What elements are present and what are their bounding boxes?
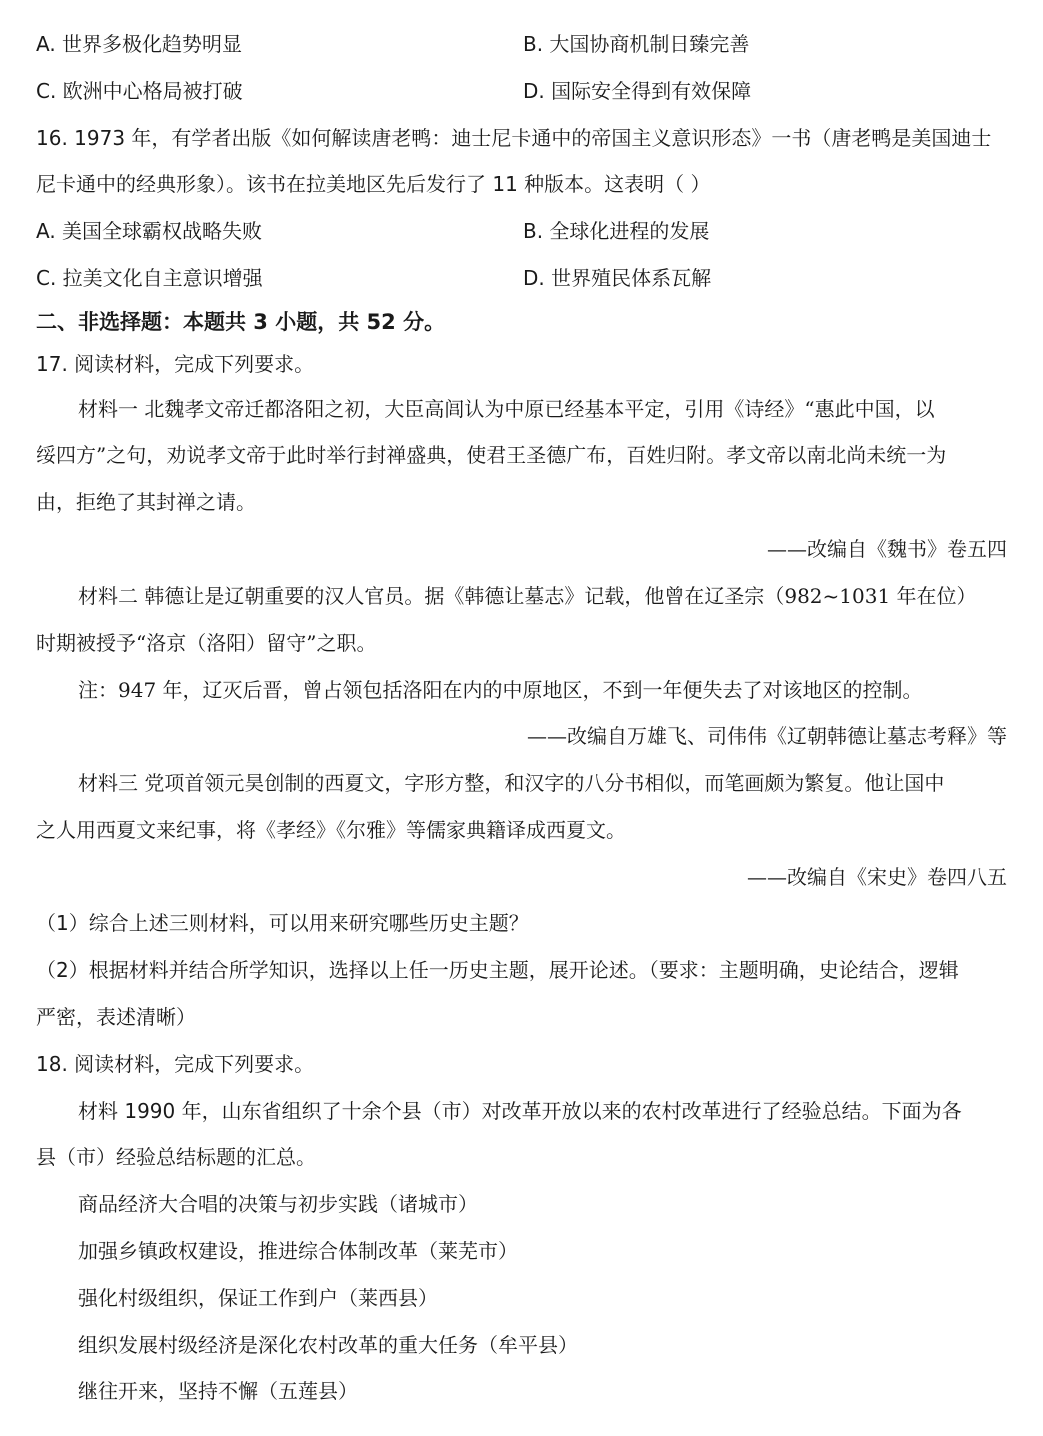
q17-material-1-line-1: 材料一 北魏孝文帝迁都洛阳之初，大臣高闾认为中原已经基本平定，引用《诗经》“惠此中国，以 xyxy=(78,397,935,421)
q18-title-item: 强化村级组织，保证工作到户（莱西县） xyxy=(78,1286,438,1310)
q17-sub-question-2-line-2: 严密，表述清晰） xyxy=(36,1005,196,1029)
q17-stem: 17. 阅读材料，完成下列要求。 xyxy=(36,352,315,376)
q17-material-2-line-2: 时期被授予“洛京（洛阳）留守”之职。 xyxy=(36,631,377,655)
q18-title-item: 组织发展村级经济是深化农村改革的重大任务（牟平县） xyxy=(78,1333,578,1357)
q16-stem-line-2: 尼卡通中的经典形象）。该书在拉美地区先后发行了 11 种版本。这表明（ ） xyxy=(36,172,711,196)
q15-option-a: A. 世界多极化趋势明显 xyxy=(36,32,243,56)
q15-option-c: C. 欧洲中心格局被打破 xyxy=(36,79,243,103)
q16-option-a: A. 美国全球霸权战略失败 xyxy=(36,219,263,243)
q16-stem-line-1: 16. 1973 年，有学者出版《如何解读唐老鸭：迪士尼卡通中的帝国主义意识形态》一书（唐老鸭是美国迪士 xyxy=(36,126,992,150)
q15-option-d: D. 国际安全得到有效保障 xyxy=(523,79,752,103)
q17-material-1-line-2: 绥四方”之句，劝说孝文帝于此时举行封禅盛典，使君王圣德广布，百姓归附。孝文帝以南北尚未统一为 xyxy=(36,443,947,467)
q15-option-b: B. 大国协商机制日臻完善 xyxy=(523,32,750,56)
q17-material-3-source: ——改编自《宋史》卷四八五 xyxy=(747,865,1007,889)
q18-title-item: 继往开来，坚持不懈（五莲县） xyxy=(78,1379,358,1403)
q18-material-line-1: 材料 1990 年，山东省组织了十余个县（市）对改革开放以来的农村改革进行了经验总结。下面为各 xyxy=(78,1099,962,1123)
q17-sub-question-2-line-1: （2）根据材料并结合所学知识，选择以上任一历史主题，展开论述。（要求：主题明确，史论结合，逻辑 xyxy=(36,958,959,982)
q17-sub-question-1: （1）综合上述三则材料，可以用来研究哪些历史主题？ xyxy=(36,911,529,935)
q17-material-3-line-1: 材料三 党项首领元昊创制的西夏文，字形方整，和汉字的八分书相似，而笔画颇为繁复。他让国中 xyxy=(78,771,945,795)
q17-material-1-line-3: 由，拒绝了其封禅之请。 xyxy=(36,490,256,514)
q17-material-2-line-1: 材料二 韩德让是辽朝重要的汉人官员。据《韩德让墓志》记载，他曾在辽圣宗（982~1031 年在位） xyxy=(78,584,977,608)
section-heading: 二、非选择题：本题共 3 小题，共 52 分。 xyxy=(36,310,446,334)
q17-material-2-note: 注：947 年，辽灭后晋，曾占领包括洛阳在内的中原地区，不到一年便失去了对该地区的控制。 xyxy=(78,678,923,702)
q17-material-1-source: ——改编自《魏书》卷五四 xyxy=(767,537,1007,561)
q16-option-c: C. 拉美文化自主意识增强 xyxy=(36,266,263,290)
q18-material-line-2: 县（市）经验总结标题的汇总。 xyxy=(36,1145,316,1169)
q17-material-3-line-2: 之人用西夏文来纪事，将《孝经》《尔雅》等儒家典籍译成西夏文。 xyxy=(36,818,626,842)
q18-title-item: 加强乡镇政权建设，推进综合体制改革（莱芜市） xyxy=(78,1239,518,1263)
q17-material-2-source: ——改编自万雄飞、司伟伟《辽朝韩德让墓志考释》等 xyxy=(527,724,1007,748)
q16-option-b: B. 全球化进程的发展 xyxy=(523,219,710,243)
q18-stem: 18. 阅读材料，完成下列要求。 xyxy=(36,1052,315,1076)
q18-title-item: 商品经济大合唱的决策与初步实践（诸城市） xyxy=(78,1192,478,1216)
q16-option-d: D. 世界殖民体系瓦解 xyxy=(523,266,712,290)
